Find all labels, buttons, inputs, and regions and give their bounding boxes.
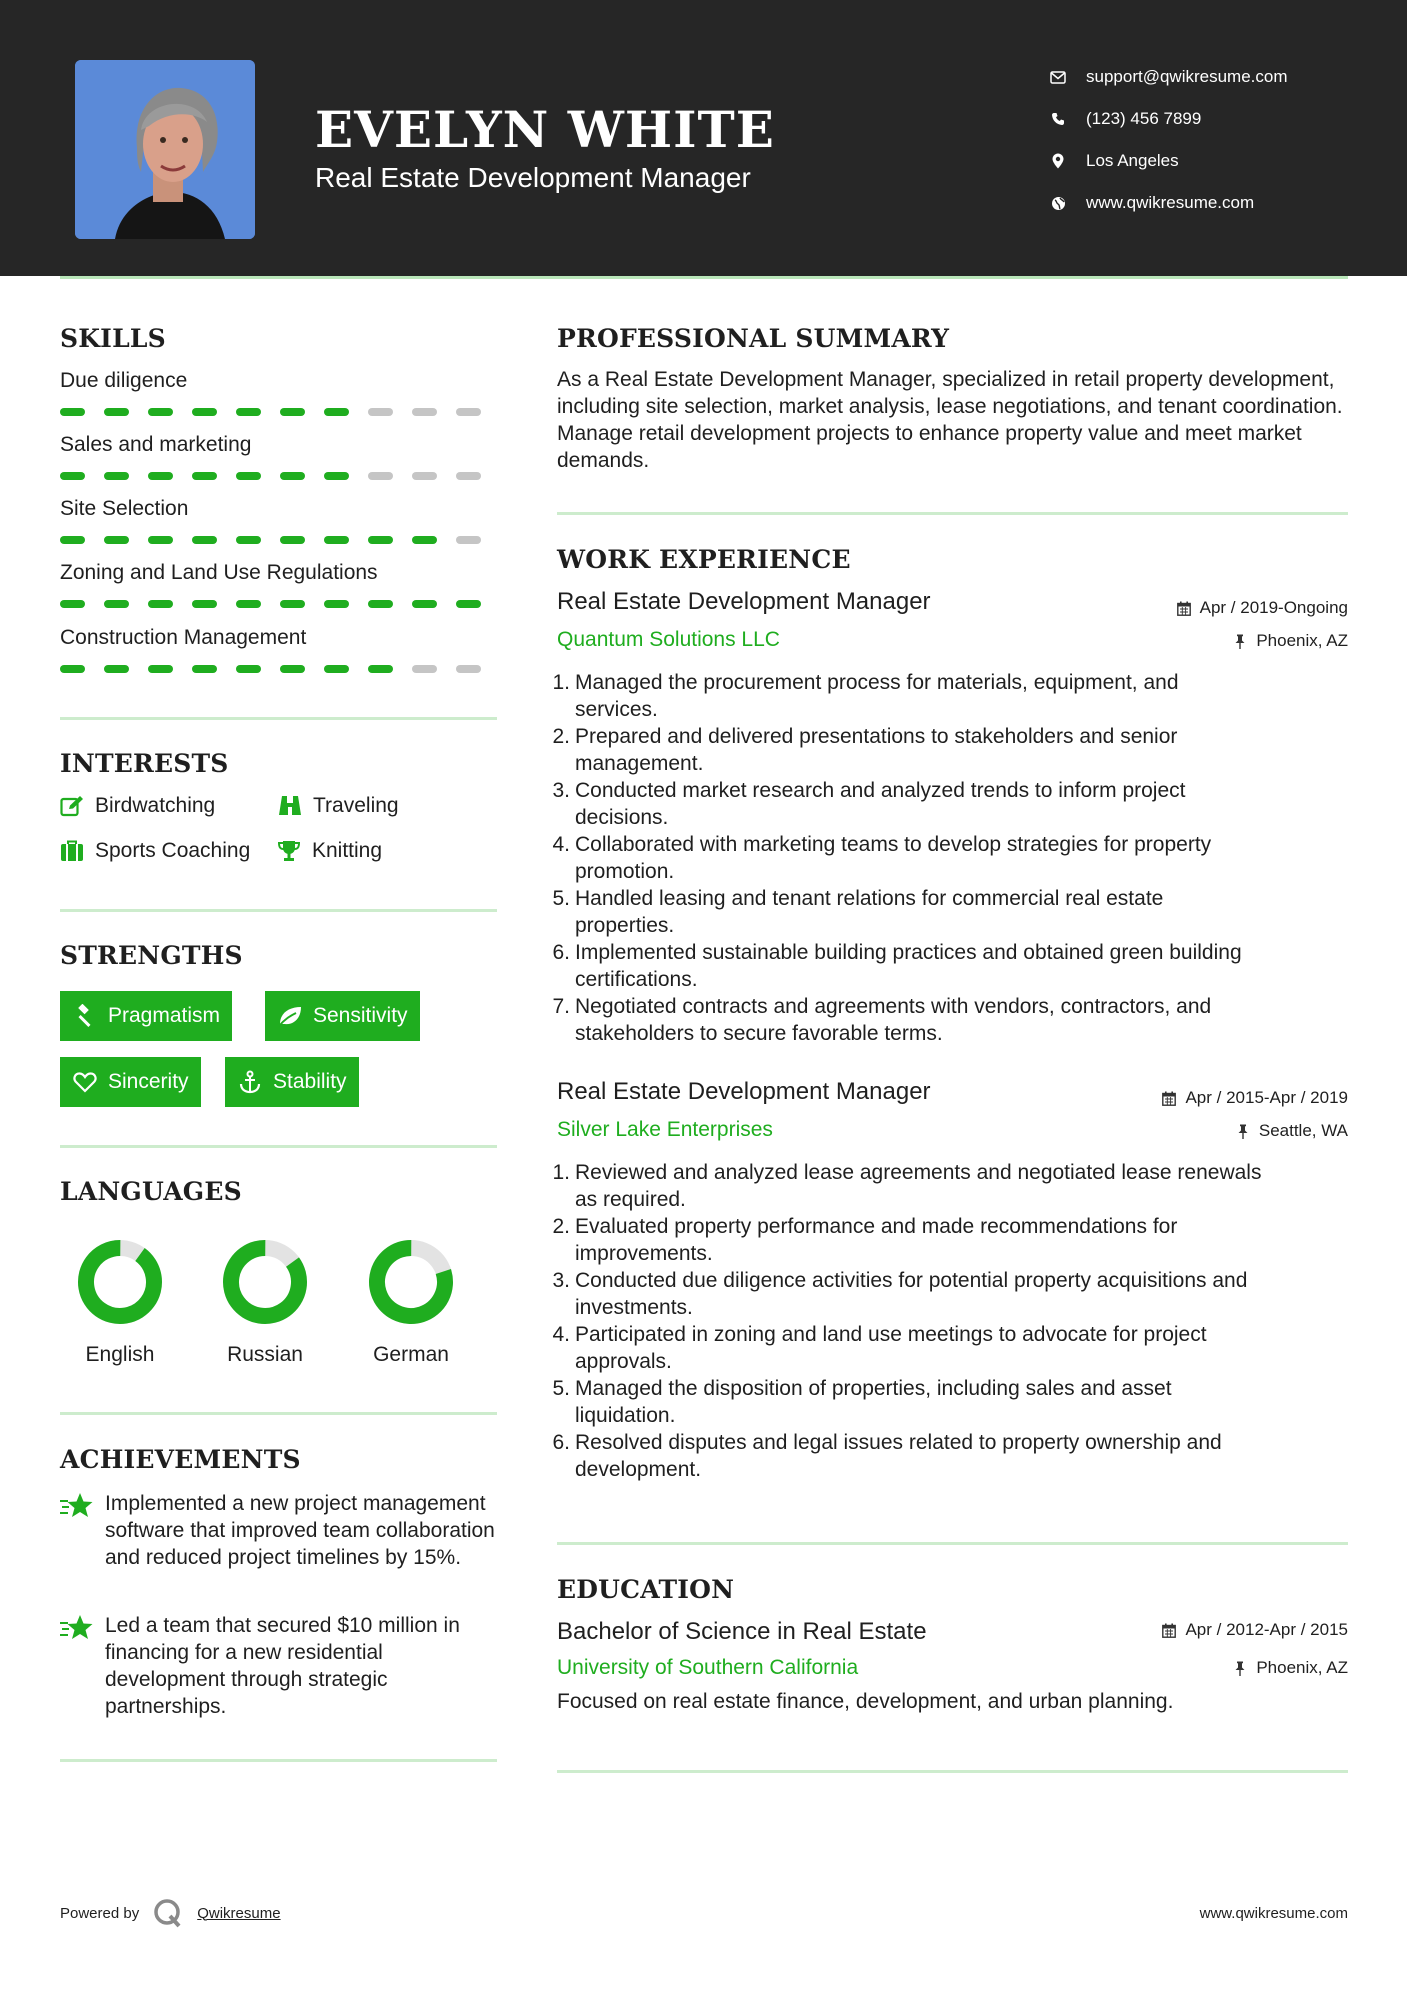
skill-level-dash: [60, 600, 85, 608]
interest-item: [60, 839, 250, 863]
skill-level-dash: [104, 600, 129, 608]
responsibility-text: Evaluated property performance and made recommendations for improvements.: [575, 1215, 1178, 1265]
calendar-icon: [1161, 1090, 1177, 1106]
skill-level-dash: [280, 600, 305, 608]
job-location-text: Phoenix, AZ: [1256, 631, 1348, 650]
skill-level-dash: [324, 600, 349, 608]
language-name: Russian: [227, 1343, 303, 1366]
skill-level-dash: [192, 472, 217, 480]
skill-level-bar: [60, 665, 500, 673]
strength-badge: [225, 1057, 359, 1107]
skill-level-dash: [104, 536, 129, 544]
gavel-icon: [72, 1003, 98, 1029]
job-location-text: Seattle, WA: [1258, 1121, 1348, 1140]
star-icon: [60, 1613, 94, 1643]
responsibility-number: 5.: [552, 887, 570, 910]
skill-item: [60, 497, 500, 544]
job-role: Real Estate Development Manager: [557, 1078, 931, 1105]
skill-level-dash: [368, 665, 393, 673]
skill-level-dash: [412, 665, 437, 673]
education-dates-text: Apr / 2012-Apr / 2015: [1185, 1620, 1348, 1639]
calendar-icon: [1161, 1622, 1177, 1638]
responsibility-number: 1.: [552, 1161, 570, 1184]
footer-url[interactable]: www.qwikresume.com: [1199, 1905, 1348, 1922]
skill-level-dash: [456, 408, 481, 416]
skill-level-dash: [324, 536, 349, 544]
skill-level-dash: [192, 665, 217, 673]
responsibility-number: 4.: [552, 833, 570, 856]
skill-level-dash: [192, 536, 217, 544]
education-location-text: Phoenix, AZ: [1256, 1658, 1348, 1677]
job-responsibilities: [550, 669, 1358, 1047]
responsibility-item: [550, 831, 1358, 885]
section-divider: [557, 1542, 1348, 1545]
skill-name: Site Selection: [60, 497, 189, 520]
job-dates: [1161, 1088, 1348, 1108]
skill-level-bar: [60, 600, 500, 608]
ring-fill: [220, 1237, 310, 1327]
responsibility-item: [550, 939, 1358, 993]
skill-level-dash: [60, 665, 85, 673]
responsibility-number: 3.: [552, 1269, 570, 1292]
skill-level-dash: [280, 408, 305, 416]
skill-level-dash: [236, 536, 261, 544]
skill-level-dash: [368, 472, 393, 480]
skill-level-bar: [60, 472, 500, 480]
responsibility-item: [550, 723, 1358, 777]
interests-heading: INTERESTS: [60, 749, 229, 778]
responsibility-item: [550, 1321, 1358, 1375]
interest-label: Birdwatching: [95, 794, 216, 817]
contact-location: [1050, 140, 1288, 182]
candidate-name: EVELYN WHITE: [315, 100, 775, 159]
section-divider: [557, 512, 1348, 515]
language-item: [336, 1237, 486, 1367]
job-company: Silver Lake Enterprises: [557, 1118, 773, 1141]
responsibility-text: Implemented sustainable building practices and obtained green building certifications.: [575, 941, 1242, 991]
contact-website[interactable]: [1050, 182, 1288, 224]
section-divider: [60, 1145, 497, 1148]
skill-item: [60, 433, 500, 480]
skill-name: Construction Management: [60, 626, 307, 649]
responsibility-item: [550, 777, 1358, 831]
skill-level-dash: [236, 472, 261, 480]
section-divider: [60, 1759, 497, 1762]
strength-label: Pragmatism: [108, 1004, 221, 1027]
skill-level-dash: [236, 600, 261, 608]
ring-fill: [368, 1239, 454, 1325]
responsibility-number: 2.: [552, 1215, 570, 1238]
footer-branding: [60, 1898, 281, 1928]
skill-level-dash: [148, 472, 173, 480]
candidate-title: Real Estate Development Manager: [315, 162, 751, 193]
ring-fill: [75, 1237, 165, 1327]
education-heading: EDUCATION: [557, 1575, 735, 1604]
interest-item: [60, 794, 215, 818]
profile-photo: [75, 60, 255, 239]
anchor-icon: [237, 1069, 263, 1095]
responsibility-item: [550, 885, 1358, 939]
responsibility-number: 1.: [552, 671, 570, 694]
skill-level-dash: [324, 408, 349, 416]
job-dates-text: Apr / 2015-Apr / 2019: [1185, 1088, 1348, 1107]
responsibility-text: Collaborated with marketing teams to develop strategies for property promotion.: [575, 833, 1212, 883]
education-school: University of Southern California: [557, 1656, 859, 1679]
responsibility-text: Negotiated contracts and agreements with vendors, contractors, and stakeholders to secure favorable terms.: [575, 995, 1212, 1045]
language-proficiency-ring: [220, 1237, 310, 1327]
interest-label: Knitting: [312, 839, 383, 862]
skill-item: [60, 561, 500, 608]
interest-item: [277, 839, 382, 863]
phone-icon: [1050, 111, 1066, 127]
skill-level-dash: [192, 408, 217, 416]
envelope-icon: [1050, 69, 1066, 85]
skill-item: [60, 626, 500, 673]
strength-badge: [60, 991, 232, 1041]
job-responsibilities: [550, 1159, 1358, 1483]
responsibility-text: Handled leasing and tenant relations for commercial real estate properties.: [575, 887, 1164, 937]
skill-level-dash: [456, 665, 481, 673]
job-role: Real Estate Development Manager: [557, 588, 931, 615]
job-location: [1235, 1121, 1348, 1141]
interest-item: [278, 794, 399, 818]
section-divider: [60, 1412, 497, 1415]
job-dates: [1176, 598, 1348, 618]
header-accent-bar: [60, 276, 1348, 279]
job-dates-text: Apr / 2019-Ongoing: [1199, 598, 1348, 617]
section-divider: [557, 1770, 1348, 1773]
skill-item: [60, 369, 500, 416]
skill-level-dash: [280, 472, 305, 480]
responsibility-text: Conducted market research and analyzed trends to inform project decisions.: [575, 779, 1186, 829]
skill-level-dash: [148, 600, 173, 608]
pushpin-icon: [1232, 633, 1248, 649]
skill-level-dash: [60, 408, 85, 416]
language-item: [45, 1237, 195, 1367]
resume-header: [0, 0, 1407, 276]
location-pin-icon: [1050, 153, 1066, 169]
languages-heading: LANGUAGES: [60, 1177, 242, 1206]
responsibility-item: [550, 1375, 1358, 1429]
responsibility-text: Participated in zoning and land use meetings to advocate for project approvals.: [575, 1323, 1207, 1373]
calendar-icon: [1176, 600, 1192, 616]
skill-level-dash: [104, 408, 129, 416]
strength-label: Stability: [273, 1070, 347, 1093]
job-location: [1232, 631, 1348, 651]
language-name: German: [373, 1343, 449, 1366]
skill-level-dash: [368, 600, 393, 608]
responsibility-item: [550, 1159, 1358, 1213]
contact-location-text: Los Angeles: [1086, 151, 1179, 170]
skill-level-dash: [456, 536, 481, 544]
achievement-text: Implemented a new project management software that improved team collaboration and reduced project timelines by 15%.: [105, 1492, 495, 1569]
responsibility-text: Managed the procurement process for materials, equipment, and services.: [575, 671, 1179, 721]
skill-level-dash: [236, 408, 261, 416]
responsibility-item: [550, 1429, 1358, 1483]
trophy-icon: [277, 839, 301, 863]
skill-level-dash: [104, 472, 129, 480]
skill-level-dash: [456, 600, 481, 608]
pushpin-icon: [1232, 1660, 1248, 1676]
skills-heading: SKILLS: [60, 324, 166, 353]
qwikresume-logo-icon: [153, 1898, 183, 1928]
education-description: Focused on real estate finance, development, and urban planning.: [557, 1690, 1174, 1713]
section-divider: [60, 909, 497, 912]
responsibility-item: [550, 669, 1358, 723]
skill-level-dash: [368, 536, 393, 544]
skill-name: Zoning and Land Use Regulations: [60, 561, 378, 584]
responsibility-text: Resolved disputes and legal issues related to property ownership and development.: [575, 1431, 1222, 1481]
language-name: English: [85, 1343, 155, 1366]
contact-phone[interactable]: [1050, 98, 1288, 140]
edit-icon: [60, 794, 84, 818]
skill-level-dash: [60, 472, 85, 480]
achievements-heading: ACHIEVEMENTS: [60, 1445, 301, 1474]
skill-level-dash: [192, 600, 217, 608]
briefcase-icon: [60, 839, 84, 863]
skill-level-dash: [456, 472, 481, 480]
contact-phone-text: (123) 456 7899: [1086, 109, 1202, 128]
skill-level-bar: [60, 408, 500, 416]
responsibility-text: Prepared and delivered presentations to stakeholders and senior management.: [575, 725, 1178, 775]
skill-name: Due diligence: [60, 369, 188, 392]
language-item: [190, 1237, 340, 1367]
pushpin-icon: [1235, 1123, 1251, 1139]
strength-label: Sincerity: [108, 1070, 189, 1093]
summary-text: As a Real Estate Development Manager, specialized in retail property development, including site selection, market analysis, lease negotiations, and tenant coordination. Manage retail development projects to enhance property value and meet market demands.: [557, 368, 1343, 472]
contact-email-text: support@qwikresume.com: [1086, 67, 1288, 86]
contact-email[interactable]: [1050, 56, 1288, 98]
skill-level-dash: [324, 472, 349, 480]
responsibility-item: [550, 1213, 1358, 1267]
qwikresume-link[interactable]: Qwikresume: [197, 1904, 281, 1922]
skill-level-dash: [280, 536, 305, 544]
language-proficiency-ring: [75, 1237, 165, 1327]
leaf-icon: [277, 1003, 303, 1029]
responsibility-number: 7.: [552, 995, 570, 1018]
skill-level-dash: [324, 665, 349, 673]
language-proficiency-ring: [366, 1237, 456, 1327]
strength-badge: [265, 991, 420, 1041]
star-icon: [60, 1491, 94, 1521]
achievement-item: [60, 1490, 500, 1571]
responsibility-text: Reviewed and analyzed lease agreements and negotiated lease renewals as required.: [575, 1161, 1262, 1211]
skill-name: Sales and marketing: [60, 433, 252, 456]
globe-icon: [1050, 195, 1066, 211]
strength-label: Sensitivity: [313, 1004, 408, 1027]
skill-level-dash: [280, 665, 305, 673]
skill-level-dash: [236, 665, 261, 673]
powered-by-label: Powered by: [60, 1904, 140, 1922]
responsibility-text: Conducted due diligence activities for potential property acquisitions and investments.: [575, 1269, 1248, 1319]
responsibility-number: 6.: [552, 941, 570, 964]
job-company: Quantum Solutions LLC: [557, 628, 780, 651]
responsibility-text: Managed the disposition of properties, including sales and asset liquidation.: [575, 1377, 1172, 1427]
heart-icon: [72, 1069, 98, 1095]
skill-level-dash: [412, 408, 437, 416]
interest-label: Sports Coaching: [95, 839, 251, 862]
education-location: [1232, 1658, 1348, 1678]
skill-level-dash: [368, 408, 393, 416]
achievement-item: [60, 1612, 500, 1720]
responsibility-number: 6.: [552, 1431, 570, 1454]
education-degree: Bachelor of Science in Real Estate: [557, 1618, 927, 1645]
interest-label: Traveling: [313, 794, 399, 817]
contact-website-text: www.qwikresume.com: [1086, 193, 1255, 212]
strength-badge: [60, 1057, 201, 1107]
responsibility-number: 2.: [552, 725, 570, 748]
contact-list: [1050, 56, 1288, 224]
skill-level-dash: [148, 408, 173, 416]
responsibility-item: [550, 1267, 1358, 1321]
section-divider: [60, 717, 497, 720]
education-dates: [1161, 1620, 1348, 1640]
skill-level-dash: [104, 665, 129, 673]
responsibility-item: [550, 993, 1358, 1047]
skill-level-dash: [60, 536, 85, 544]
strengths-heading: STRENGTHS: [60, 941, 243, 970]
responsibility-number: 4.: [552, 1323, 570, 1346]
skill-level-dash: [148, 665, 173, 673]
summary-heading: PROFESSIONAL SUMMARY: [557, 324, 950, 353]
experience-heading: WORK EXPERIENCE: [557, 545, 851, 574]
skill-level-dash: [412, 472, 437, 480]
skill-level-dash: [148, 536, 173, 544]
skill-level-dash: [412, 536, 437, 544]
skill-level-bar: [60, 536, 500, 544]
responsibility-number: 5.: [552, 1377, 570, 1400]
responsibility-number: 3.: [552, 779, 570, 802]
skill-level-dash: [412, 600, 437, 608]
achievement-text: Led a team that secured $10 million in financing for a new residential development through strategic partnerships.: [105, 1614, 460, 1718]
binoculars-icon: [278, 794, 302, 818]
